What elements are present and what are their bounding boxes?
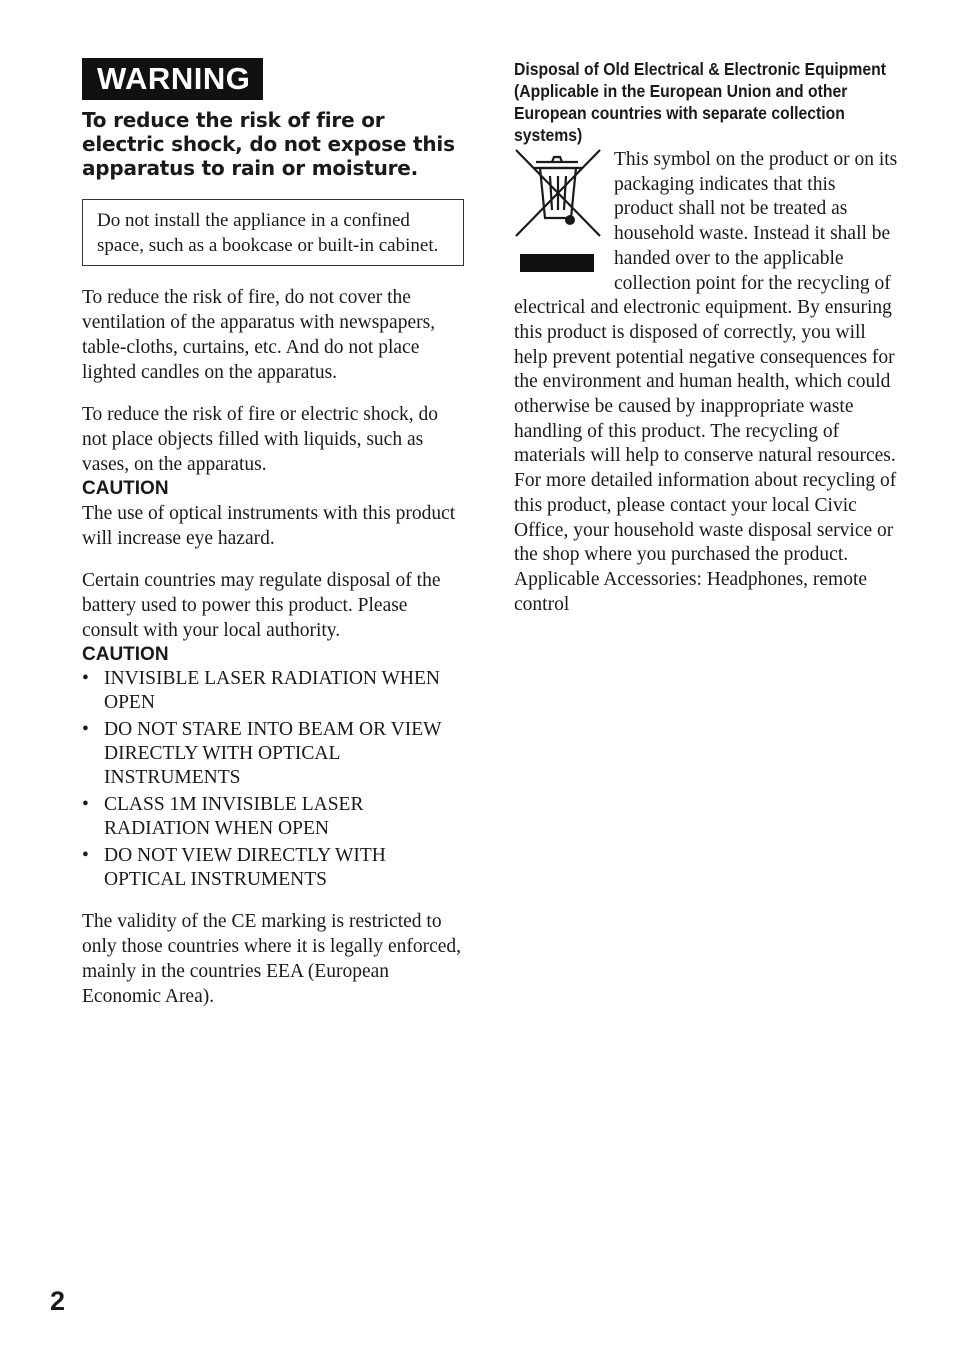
warning-subheading: To reduce the risk of fire or electric shock, do not expose this apparatus to rain or moisture. xyxy=(82,108,455,180)
list-item: • INVISIBLE LASER RADIATION WHEN OPEN xyxy=(82,668,440,713)
disposal-section xyxy=(514,148,899,617)
liquids-paragraph: To reduce the risk of fire or electric shock, do not place objects filled with liquids, such as vases, on the apparatus. xyxy=(82,404,438,475)
ventilation-paragraph: To reduce the risk of fire, do not cover the ventilation of the apparatus with newspapers, table-cloths, curtains, etc. And do not place lighted candles on the apparatus. xyxy=(82,287,436,383)
list-item: • DO NOT STARE INTO BEAM OR VIEW DIRECTLY WITH OPTICAL INSTRUMENTS xyxy=(82,719,442,788)
list-item-text: CLASS 1M INVISIBLE LASER RADIATION WHEN OPEN xyxy=(104,794,364,839)
optical-instruments-paragraph: The use of optical instruments with this product will increase eye hazard. xyxy=(82,503,456,549)
warning-banner: WARNING xyxy=(82,58,263,100)
caution-heading-2: CAUTION xyxy=(82,644,169,665)
confined-space-note: Do not install the appliance in a confined space, such as a bookcase or built-in cabinet. xyxy=(82,199,464,266)
ce-marking-paragraph: The validity of the CE marking is restricted to only those countries where it is legally enforced, mainly in the countries EEA (European Economic Area). xyxy=(82,911,462,1007)
page-number: 2 xyxy=(50,1286,66,1316)
list-item-text: DO NOT VIEW DIRECTLY WITH OPTICAL INSTRUMENTS xyxy=(104,845,386,890)
disposal-body-text: This symbol on the product or on its packaging indicates that this product shall not be treated as household waste. Instead it shall be handed over to the applicable collection point for the recycling of electrical and electronic equipment. By ensuring this product is disposed of correctly, you will help prevent potential negative consequences for the environment and human health, which could otherwise be caused by inappropriate waste handling of this product. The recycling of materials will help to conserve natural resources. For more detailed information about recycling of this product, please contact your local Civic Office, your household waste disposal service or the shop where you purchased the product. xyxy=(514,149,898,566)
battery-disposal-paragraph: Certain countries may regulate disposal of the battery used to power this product. Please consult with your local authority. xyxy=(82,570,441,641)
right-column xyxy=(514,58,899,617)
applicable-accessories: Applicable Accessories: Headphones, remote control xyxy=(514,568,868,615)
list-item-text: DO NOT STARE INTO BEAM OR VIEW DIRECTLY WITH OPTICAL INSTRUMENTS xyxy=(104,719,442,788)
list-item: • CLASS 1M INVISIBLE LASER RADIATION WHEN OPEN xyxy=(82,794,364,839)
list-item-text: INVISIBLE LASER RADIATION WHEN OPEN xyxy=(104,668,440,713)
crossed-out-wheelie-bin-icon xyxy=(514,148,614,278)
list-item: • DO NOT VIEW DIRECTLY WITH OPTICAL INSTRUMENTS xyxy=(82,845,386,890)
disposal-heading: Disposal of Old Electrical & Electronic Equipment (Applicable in the European Union and other European countries with separate collection systems) xyxy=(514,59,886,145)
laser-caution-list xyxy=(82,667,464,892)
caution-heading-1: CAUTION xyxy=(82,478,169,499)
left-column xyxy=(82,58,464,1009)
